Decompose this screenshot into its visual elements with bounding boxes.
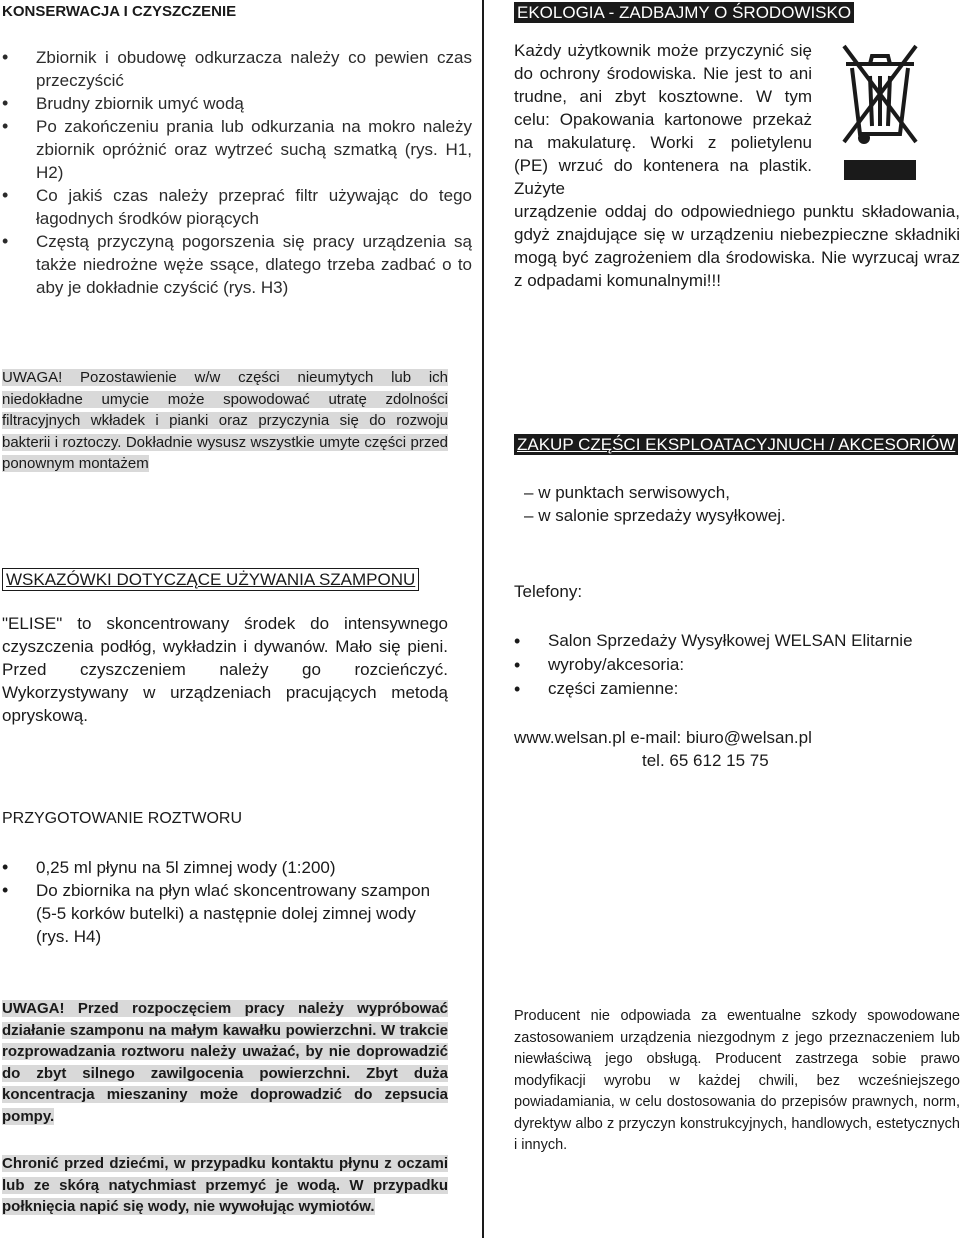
maintenance-heading: KONSERWACJA I CZYSZCZENIE xyxy=(2,3,237,20)
ecology-text-wide: urządzenie oddaj do odpowiedniego punktu składowania, gdyż znajdujące się w urządzeniu niebezpieczne składniki mogą być zagrożeniem dla środowiska. Nie wyrzucaj wraz z odpadami komunalnymi!!! xyxy=(514,202,960,290)
list-item: – w salonie sprzedaży wysyłkowej. xyxy=(514,504,960,527)
list-item: • Zbiornik i obudowę odkurzacza należy co pewien czas przeczyścić xyxy=(2,46,472,92)
ecology-text-narrow: Każdy użytkownik może przyczynić się do ochrony środowiska. Nie jest to ani trudne, ani zbyt kosztowne. W tym celu: Opakowania kartonowe przekaż na makulaturę. Worki z polietylenu (PE) wrzuć do kontenera na plastik. Zużyte xyxy=(514,41,812,198)
parts-list xyxy=(514,481,960,527)
warning-paragraph: UWAGA! Przed rozpoczęciem pracy należy wypróbować działanie szamponu na małym kawałku powierzchni. W trakcie rozprowadzania roztworu należy uważać, by nie doprowadzić do zbyt silnego zawilgocenia powierzchni. Zbyt duża koncentracja mieszaniny może doprowadzić do zepsucia pompy. xyxy=(2,1000,448,1125)
ecology-heading: EKOLOGIA - ZADBAJMY O ŚRODOWISKO xyxy=(514,2,854,23)
solution-heading: PRZYGOTOWANIE ROZTWORU xyxy=(2,810,242,827)
shampoo-section xyxy=(2,570,448,727)
contact-phone: tel. 65 612 15 75 xyxy=(642,751,769,770)
warning-text: Pozostawienie w/w części nieumytych lub ich niedokładne umycie może spowodować utratę zdolności filtracyjnych wkładek i pianki oraz przyczynia się do rozwoju bakterii i roztoczy. Dokładnie wysusz wszystkie umyte części przed ponownym montażem xyxy=(2,369,449,472)
list-item: • wyroby/akcesoria: xyxy=(514,653,960,677)
disclaimer-text: Producent nie odpowiada za ewentualne szkody spowodowane zastosowaniem urządzenia niezgodnym z jego przeznaczeniem lub niewłaściwą jego obsługą. Producent zastrzega sobie prawo modyfikacji wyrobu w każdej chwili, bez wcześniejszego powiadamiania, w celu dostosowania do przepisów prawnych, norm, dyrektyw albo z przyczyn konstrukcyjnych, handlowych, estetycznych i innych. xyxy=(514,1008,960,1153)
list-item: • Brudny zbiornik umyć wodą xyxy=(2,92,472,115)
maintenance-list xyxy=(2,46,472,299)
list-item: • Salon Sprzedaży Wysyłkowej WELSAN Elitarnie xyxy=(514,629,960,653)
shampoo-text: "ELISE" to skoncentrowany środek do intensywnego czyszczenia podłóg, wykładzin i dywanów. Mało się pieni. Przed czyszczeniem należy go rozcieńczyć. Wykorzystywany w urządzeniach pracujących metodą opryskową. xyxy=(2,614,448,725)
list-item: • Po zakończeniu prania lub odkurzania na mokro należy zbiornik opróżnić oraz wytrzeć suchą szmatką (rys. H1, H2) xyxy=(2,115,472,184)
list-item: • części zamienne: xyxy=(514,677,960,701)
list-item: • Co jakiś czas należy przeprać filtr używając do tego łagodnych środków piorących xyxy=(2,184,472,230)
warning-paragraph: Chronić przed dziećmi, w przypadku kontaktu płynu z oczami lub ze skórą natychmiast przemyć je wodą. W przypadku połknięcia napić się wody, nie wywołując wymiotów. xyxy=(2,1155,448,1215)
contact-web-email: www.welsan.pl e-mail: biuro@welsan.pl xyxy=(514,728,812,747)
warning-lead: UWAGA! xyxy=(2,369,63,386)
solution-section xyxy=(2,810,448,948)
solution-list xyxy=(2,856,448,948)
phones-label: Telefony: xyxy=(514,582,583,601)
parts-heading: ZAKUP CZĘŚCI EKSPLOATACYJNUCH / AKCESORIÓW xyxy=(514,434,958,455)
crossed-out-wheelie-bin-icon xyxy=(840,42,920,182)
column-divider xyxy=(482,0,484,1238)
shampoo-heading: WSKAZÓWKI DOTYCZĄCE UŻYWANIA SZAMPONU xyxy=(2,568,419,591)
list-item: • 0,25 ml płynu na 5l zimnej wody (1:200) xyxy=(2,856,448,879)
parts-section xyxy=(514,435,960,527)
warning-shampoo xyxy=(2,998,448,1218)
list-item: • Do zbiornika na płyn wlać skoncentrowany szampon (5-5 korków butelki) a następnie dolej zimnej wody (rys. H4) xyxy=(2,879,448,948)
phones-section xyxy=(514,580,960,772)
list-item: • Częstą przyczyną pogorszenia się pracy urządzenia są także niedrożne węże ssące, dlatego trzeba zadbać o to aby je dokładnie czyścić (rys. H3) xyxy=(2,230,472,299)
list-item: – w punktach serwisowych, xyxy=(514,481,960,504)
maintenance-section xyxy=(2,3,472,299)
phones-list xyxy=(514,629,960,701)
warning-cleaning xyxy=(2,367,448,475)
